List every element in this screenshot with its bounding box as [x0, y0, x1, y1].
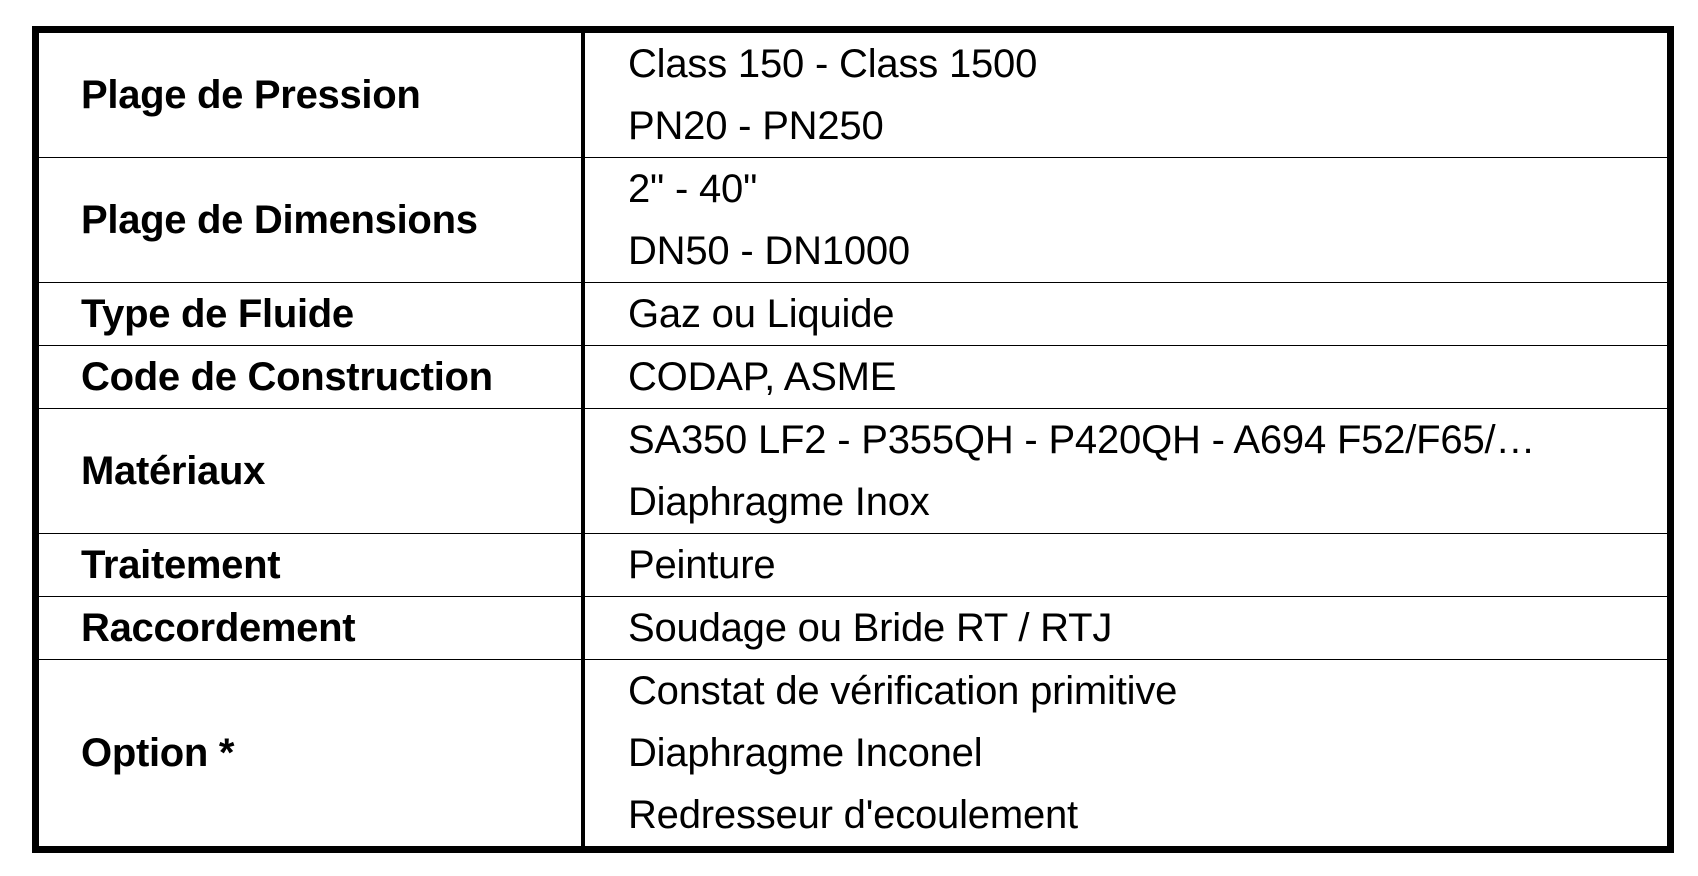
value-line: 2" - 40" [628, 167, 758, 211]
row-label: Raccordement [39, 597, 585, 660]
table-row [39, 33, 1667, 158]
row-value [585, 158, 1667, 283]
row-label: Type de Fluide [39, 283, 585, 346]
value-line: Diaphragme Inox [628, 480, 930, 524]
table-row [39, 534, 1667, 597]
table-row [39, 346, 1667, 409]
value-line: PN20 - PN250 [628, 104, 884, 148]
table-row [39, 158, 1667, 283]
table-row [39, 283, 1667, 346]
table-row [39, 660, 1667, 846]
value-line: Gaz ou Liquide [628, 292, 895, 336]
row-label: Plage de Dimensions [39, 158, 585, 283]
row-label: Plage de Pression [39, 33, 585, 158]
row-label: Traitement [39, 534, 585, 597]
value-line: Constat de vérification primitive [628, 669, 1178, 713]
value-line: Class 150 - Class 1500 [628, 42, 1038, 86]
value-line: Peinture [628, 543, 776, 587]
row-value [585, 660, 1667, 846]
value-line: Soudage ou Bride RT / RTJ [628, 606, 1113, 650]
table-row [39, 597, 1667, 660]
row-label: Option * [39, 660, 585, 846]
row-label: Code de Construction [39, 346, 585, 409]
value-line: Diaphragme Inconel [628, 731, 983, 775]
row-value [585, 33, 1667, 158]
table-row [39, 409, 1667, 534]
value-line: SA350 LF2 - P355QH - P420QH - A694 F52/F65/… [628, 418, 1536, 462]
value-line: Redresseur d'ecoulement [628, 793, 1078, 837]
spec-table [32, 26, 1674, 853]
row-label: Matériaux [39, 409, 585, 534]
row-value [585, 597, 1667, 660]
value-line: DN50 - DN1000 [628, 229, 910, 273]
value-line: CODAP, ASME [628, 355, 897, 399]
row-value [585, 283, 1667, 346]
row-value [585, 346, 1667, 409]
row-value [585, 409, 1667, 534]
row-value [585, 534, 1667, 597]
